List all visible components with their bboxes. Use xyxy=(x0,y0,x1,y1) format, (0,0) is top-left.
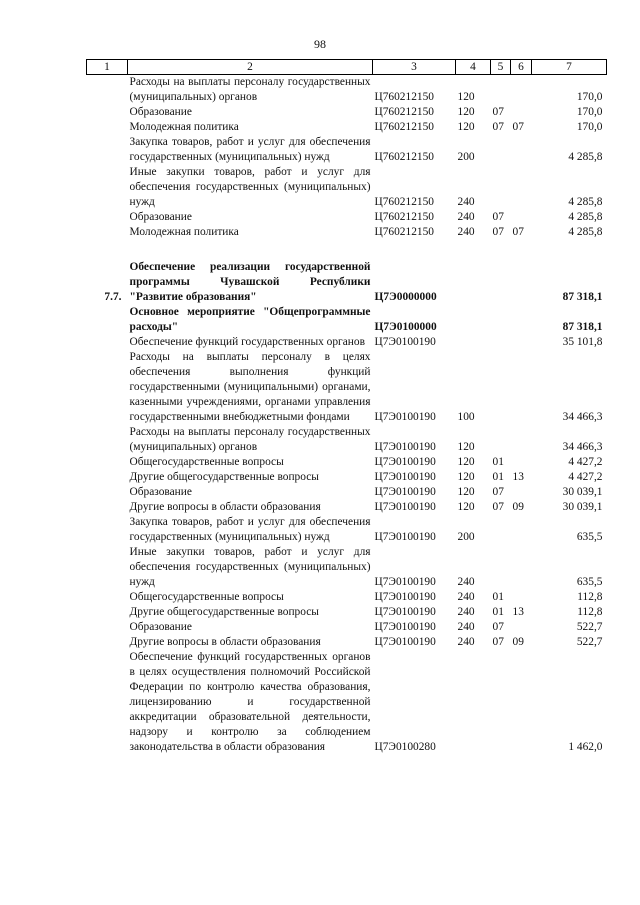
cell-name: Образование xyxy=(129,211,192,223)
cell-num xyxy=(87,75,128,106)
cell-num xyxy=(87,545,128,590)
table-row xyxy=(87,515,607,545)
cell-name: Расходы на выплаты персоналу государственных (муниципальных) органов xyxy=(129,76,371,103)
cell-name: Образование xyxy=(129,486,192,498)
cell-vr: 240 xyxy=(457,636,475,648)
cell-amount: 34 466,3 xyxy=(562,441,603,453)
cell-vr: 120 xyxy=(457,456,475,468)
cell-amount: 4 427,2 xyxy=(568,471,603,483)
cell-name: Общегосударственные вопросы xyxy=(129,591,284,603)
cell-code: Ц760212150 xyxy=(374,91,434,103)
cell-rz xyxy=(491,305,511,335)
cell-amount: 112,8 xyxy=(577,606,603,618)
cell-name: Образование xyxy=(129,621,192,633)
cell-amount: 87 318,1 xyxy=(562,321,603,333)
cell-rz xyxy=(491,260,511,305)
cell-num xyxy=(87,635,128,650)
cell-rz xyxy=(491,650,511,755)
cell-rz xyxy=(491,135,511,165)
cell-num xyxy=(87,515,128,545)
cell-pr: 13 xyxy=(512,606,524,618)
cell-rz: 01 xyxy=(492,456,504,468)
cell-code: Ц7Э0100190 xyxy=(374,411,436,423)
cell-rz xyxy=(491,75,511,106)
cell-pr xyxy=(511,350,532,425)
cell-pr xyxy=(511,650,532,755)
cell-code: Ц7Э0100190 xyxy=(374,336,436,348)
cell-num xyxy=(87,605,128,620)
header-cell: 6 xyxy=(511,60,532,75)
cell-name: Другие вопросы в области образования xyxy=(129,636,321,648)
cell-vr xyxy=(456,260,491,305)
cell-rz: 01 xyxy=(492,606,504,618)
header-cell: 3 xyxy=(373,60,456,75)
cell-vr: 120 xyxy=(457,486,475,498)
cell-code: Ц7Э0100190 xyxy=(374,636,436,648)
cell-num xyxy=(87,135,128,165)
cell-rz xyxy=(491,165,511,210)
cell-pr: 13 xyxy=(512,471,524,483)
table-row xyxy=(87,335,607,350)
cell-rz: 07 xyxy=(492,486,504,498)
cell-code: Ц7Э0100190 xyxy=(374,441,436,453)
cell-num xyxy=(87,105,128,120)
table-row xyxy=(87,425,607,455)
cell-code: Ц760212150 xyxy=(374,121,434,133)
cell-vr: 240 xyxy=(457,576,475,588)
cell-vr: 120 xyxy=(457,471,475,483)
cell-pr xyxy=(511,210,532,225)
cell-amount: 170,0 xyxy=(576,121,603,133)
cell-vr: 240 xyxy=(457,621,475,633)
cell-pr xyxy=(511,590,532,605)
cell-name: Другие общегосударственные вопросы xyxy=(129,471,319,483)
table-header xyxy=(87,60,607,75)
cell-num xyxy=(87,335,128,350)
table-row xyxy=(87,500,607,515)
cell-code: Ц7Э0100280 xyxy=(374,741,436,753)
cell-rz xyxy=(491,515,511,545)
cell-amount: 170,0 xyxy=(576,91,603,103)
header-cell: 1 xyxy=(87,60,128,75)
cell-code: Ц7Э0000000 xyxy=(374,291,437,303)
table-body xyxy=(87,75,607,756)
spacer-row xyxy=(87,240,607,260)
cell-vr: 120 xyxy=(457,106,475,118)
cell-pr: 09 xyxy=(512,636,524,648)
cell-amount: 4 285,8 xyxy=(568,211,603,223)
cell-num xyxy=(87,210,128,225)
cell-pr xyxy=(511,260,532,305)
cell-name: Закупка товаров, работ и услуг для обеспечения государственных (муниципальных) нужд xyxy=(129,136,371,163)
budget-table xyxy=(86,59,607,755)
table-row xyxy=(87,620,607,635)
cell-num xyxy=(87,165,128,210)
cell-vr: 120 xyxy=(457,91,475,103)
cell-pr xyxy=(511,75,532,106)
cell-num xyxy=(87,425,128,455)
table-row xyxy=(87,135,607,165)
cell-code: Ц760212150 xyxy=(374,106,434,118)
cell-name: Обеспечение функций государственных органов xyxy=(129,336,365,348)
table-row xyxy=(87,120,607,135)
cell-pr xyxy=(511,335,532,350)
cell-amount: 30 039,1 xyxy=(562,486,603,498)
cell-pr: 07 xyxy=(512,226,524,238)
table-row xyxy=(87,305,607,335)
cell-name: Молодежная политика xyxy=(129,121,239,133)
cell-name: Другие общегосударственные вопросы xyxy=(129,606,319,618)
cell-name: Обеспечение реализации государственной программы Чувашской Республики "Развитие образования" xyxy=(129,261,371,303)
cell-name: Расходы на выплаты персоналу в целях обеспечения выполнения функций государственными (муниципальными) органами, казенными учреждениями, органами управления государственными внебюджетными фондами xyxy=(129,351,371,423)
table-row xyxy=(87,635,607,650)
header-row xyxy=(87,60,607,75)
cell-rz xyxy=(491,425,511,455)
cell-name: Иные закупки товаров, работ и услуг для обеспечения государственных (муниципальных) нужд xyxy=(129,166,371,208)
cell-amount: 1 462,0 xyxy=(568,741,603,753)
cell-code: Ц7Э0100190 xyxy=(374,621,436,633)
cell-pr: 09 xyxy=(512,501,524,513)
cell-rz: 01 xyxy=(492,471,504,483)
table-row xyxy=(87,260,607,305)
cell-code: Ц760212150 xyxy=(374,151,434,163)
cell-amount: 34 466,3 xyxy=(562,411,603,423)
cell-vr: 200 xyxy=(457,531,475,543)
cell-pr xyxy=(511,165,532,210)
cell-code: Ц7Э0100000 xyxy=(374,321,437,333)
cell-code: Ц760212150 xyxy=(374,211,434,223)
cell-amount: 4 285,8 xyxy=(568,196,603,208)
cell-amount: 170,0 xyxy=(576,106,603,118)
cell-num xyxy=(87,650,128,755)
cell-num xyxy=(87,500,128,515)
table-row xyxy=(87,590,607,605)
table-row xyxy=(87,650,607,755)
cell-code: Ц7Э0100190 xyxy=(374,576,436,588)
table-row xyxy=(87,225,607,240)
cell-vr xyxy=(456,650,491,755)
header-cell: 5 xyxy=(491,60,511,75)
cell-name: Расходы на выплаты персоналу государственных (муниципальных) органов xyxy=(129,426,371,453)
cell-amount: 112,8 xyxy=(577,591,603,603)
cell-vr: 100 xyxy=(457,411,475,423)
table-row xyxy=(87,545,607,590)
cell-name: Другие вопросы в области образования xyxy=(129,501,321,513)
cell-pr xyxy=(511,105,532,120)
cell-vr: 120 xyxy=(457,121,475,133)
cell-amount: 4 427,2 xyxy=(568,456,603,468)
cell-name: Общегосударственные вопросы xyxy=(129,456,284,468)
cell-pr xyxy=(511,305,532,335)
header-cell: 4 xyxy=(456,60,491,75)
cell-num xyxy=(87,120,128,135)
table-row xyxy=(87,605,607,620)
cell-rz xyxy=(491,350,511,425)
cell-num xyxy=(87,350,128,425)
cell-amount: 30 039,1 xyxy=(562,501,603,513)
cell-num: 7.7. xyxy=(104,291,122,303)
cell-code: Ц7Э0100190 xyxy=(374,501,436,513)
cell-amount: 522,7 xyxy=(576,636,603,648)
table-row xyxy=(87,210,607,225)
cell-num xyxy=(87,305,128,335)
cell-rz: 07 xyxy=(492,106,504,118)
cell-name: Основное мероприятие "Общепрограммные расходы" xyxy=(129,306,371,333)
cell-code: Ц7Э0100190 xyxy=(374,606,436,618)
table-row xyxy=(87,485,607,500)
cell-pr xyxy=(511,545,532,590)
cell-pr xyxy=(511,135,532,165)
cell-code: Ц760212150 xyxy=(374,226,434,238)
cell-vr: 240 xyxy=(457,211,475,223)
cell-pr xyxy=(511,515,532,545)
cell-pr: 07 xyxy=(512,121,524,133)
cell-amount: 635,5 xyxy=(576,531,603,543)
cell-name: Обеспечение функций государственных органов в целях осуществления полномочий Российской Федерации по контролю качества образования, лицензированию и государственной аккредитации образовательной деятельности, надзору и контролю за соблюдением законодательства в области образования xyxy=(129,651,371,753)
cell-rz: 01 xyxy=(492,591,504,603)
cell-vr: 240 xyxy=(457,196,475,208)
cell-rz: 07 xyxy=(492,226,504,238)
cell-code: Ц7Э0100190 xyxy=(374,486,436,498)
table-row xyxy=(87,75,607,106)
table-row xyxy=(87,165,607,210)
cell-amount: 635,5 xyxy=(576,576,603,588)
cell-name: Иные закупки товаров, работ и услуг для обеспечения государственных (муниципальных) нужд xyxy=(129,546,371,588)
cell-pr xyxy=(511,455,532,470)
cell-rz xyxy=(491,335,511,350)
table-row xyxy=(87,470,607,485)
cell-num xyxy=(87,225,128,240)
page-number: 98 xyxy=(314,37,326,51)
cell-amount: 35 101,8 xyxy=(562,336,603,348)
cell-num xyxy=(87,590,128,605)
cell-vr: 240 xyxy=(457,226,475,238)
cell-pr xyxy=(511,425,532,455)
cell-num xyxy=(87,455,128,470)
cell-name: Образование xyxy=(129,106,192,118)
table-row xyxy=(87,455,607,470)
cell-pr xyxy=(511,620,532,635)
cell-amount: 522,7 xyxy=(576,621,603,633)
cell-pr xyxy=(511,485,532,500)
cell-rz: 07 xyxy=(492,636,504,648)
cell-rz: 07 xyxy=(492,501,504,513)
cell-rz: 07 xyxy=(492,621,504,633)
cell-num xyxy=(87,485,128,500)
cell-vr: 240 xyxy=(457,591,475,603)
table-row xyxy=(87,105,607,120)
header-cell: 7 xyxy=(532,60,607,75)
cell-num xyxy=(87,620,128,635)
cell-code: Ц7Э0100190 xyxy=(374,591,436,603)
cell-vr: 240 xyxy=(457,606,475,618)
cell-rz: 07 xyxy=(492,121,504,133)
cell-code: Ц760212150 xyxy=(374,196,434,208)
cell-vr: 120 xyxy=(457,441,475,453)
cell-code: Ц7Э0100190 xyxy=(374,456,436,468)
cell-amount: 87 318,1 xyxy=(562,291,603,303)
cell-vr: 120 xyxy=(457,501,475,513)
cell-amount: 4 285,8 xyxy=(568,151,603,163)
cell-vr xyxy=(456,335,491,350)
cell-name: Молодежная политика xyxy=(129,226,239,238)
cell-rz xyxy=(491,545,511,590)
cell-rz: 07 xyxy=(492,211,504,223)
cell-num xyxy=(87,470,128,485)
cell-vr: 200 xyxy=(457,151,475,163)
header-cell: 2 xyxy=(128,60,373,75)
table-row xyxy=(87,350,607,425)
cell-code: Ц7Э0100190 xyxy=(374,471,436,483)
cell-amount: 4 285,8 xyxy=(568,226,603,238)
cell-name: Закупка товаров, работ и услуг для обеспечения государственных (муниципальных) нужд xyxy=(129,516,371,543)
cell-vr xyxy=(456,305,491,335)
cell-code: Ц7Э0100190 xyxy=(374,531,436,543)
